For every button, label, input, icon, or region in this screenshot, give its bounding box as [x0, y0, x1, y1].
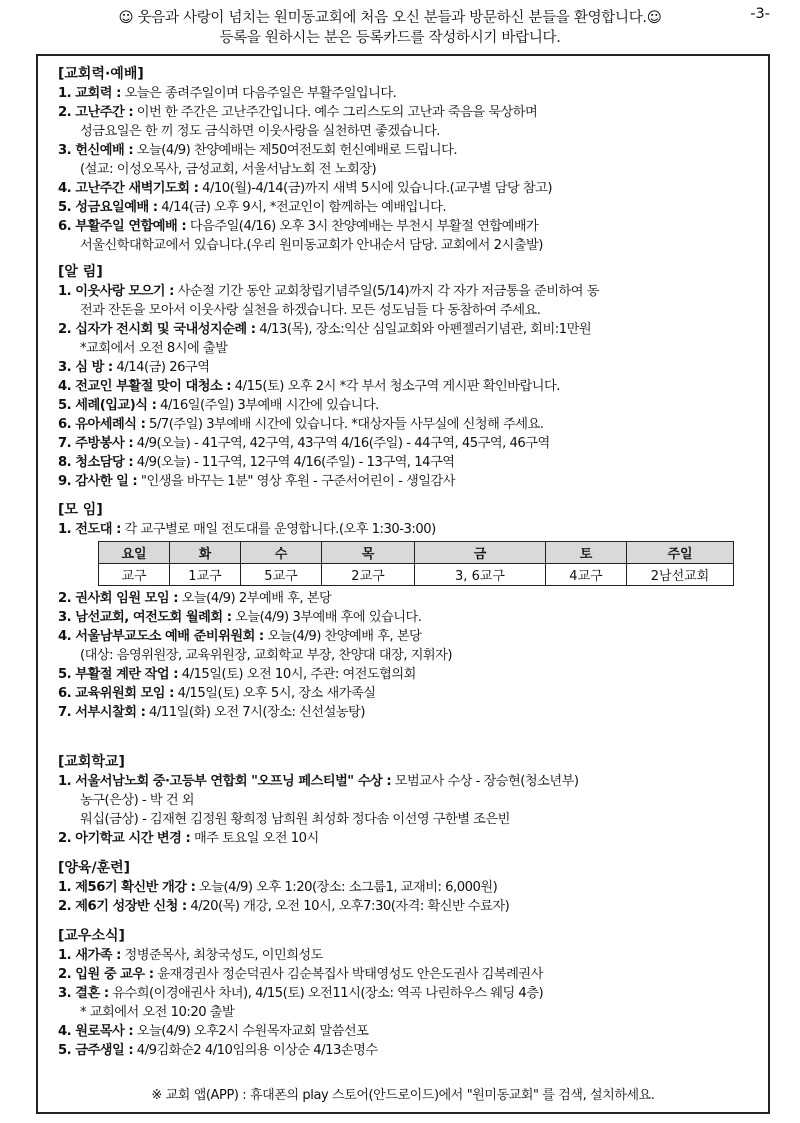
- list-item: [58, 160, 758, 179]
- item-label: 1. 서울서남노회 중·고등부 연합회 "오프닝 페스티벌" 수상 :: [58, 774, 392, 789]
- section-title: [교회력·예배]: [58, 66, 144, 82]
- table-cell: 3, 6교구: [415, 564, 546, 586]
- item-text: 서울신학대학교에서 있습니다.(우리 원미동교회가 안내순서 담당. 교회에서 2시출발): [80, 238, 543, 253]
- content-frame: [36, 54, 770, 1114]
- list-item: [58, 520, 758, 539]
- item-text: 4/10(월)-4/14(금)까지 새벽 5시에 있습니다.(교구별 담당 참고): [198, 181, 553, 196]
- item-label: 7. 주방봉사 :: [58, 436, 134, 451]
- table-cell: 목: [322, 542, 415, 564]
- item-text: 4/9김화순2 4/10임의용 이상순 4/13손명수: [133, 1043, 378, 1058]
- item-label: 4. 전교인 부활절 맞이 대청소 :: [58, 379, 232, 394]
- item-label: 2. 권사회 임원 모임 :: [58, 591, 178, 606]
- item-list: [58, 84, 758, 255]
- table-cell: 4교구: [546, 564, 627, 586]
- list-item: [58, 453, 758, 472]
- item-label: 6. 부활주일 연합예배 :: [58, 219, 187, 234]
- list-item: [58, 684, 758, 703]
- app-notice: ※ 교회 앱(APP) : 휴대폰의 play 스토어(안드로이드)에서 "원미동교회" 를 검색, 설치하세요.: [151, 1088, 655, 1103]
- table-cell: 교구: [99, 564, 170, 586]
- section-title: [교회학교]: [58, 754, 125, 770]
- list-item: [58, 339, 758, 358]
- item-text: 오늘(4/9) 3부예배 후에 있습니다.: [231, 610, 422, 625]
- item-list: [58, 772, 758, 848]
- list-item: [58, 791, 758, 810]
- list-item: [58, 377, 758, 396]
- item-text: 4/15일(토) 오전 10시, 주관: 여전도협의회: [178, 667, 416, 682]
- item-label: 4. 원로목사 :: [58, 1024, 134, 1039]
- list-item: [58, 984, 758, 1003]
- item-label: 2. 십자가 전시회 및 국내성지순례 :: [58, 322, 256, 337]
- list-item: [58, 1003, 758, 1022]
- item-text: 유수희(이경애권사 차녀), 4/15(토) 오전11시(장소: 역곡 나린하우스 웨딩 4층): [108, 986, 544, 1001]
- item-text: 매주 토요일 오전 10시: [190, 831, 319, 846]
- item-label: 1. 교회력 :: [58, 86, 121, 101]
- item-text: 4/20(목) 개강, 오전 10시, 오후7:30(자격: 확신반 수료자): [186, 899, 510, 914]
- list-item: [58, 897, 758, 916]
- item-label: 5. 부활절 계란 작업 :: [58, 667, 178, 682]
- section-notices: [58, 262, 758, 491]
- item-text: 모범교사 수상 - 장승현(청소년부): [391, 774, 579, 789]
- item-label: 2. 입원 중 교우 :: [58, 967, 154, 982]
- item-label: 3. 결혼 :: [58, 986, 109, 1001]
- page-header: [30, 6, 770, 50]
- list-item: [58, 829, 758, 848]
- item-text: 정병준목사, 최창국성도, 이민희성도: [120, 948, 323, 963]
- item-text: 4/15(토) 오후 2시 *각 부서 청소구역 게시판 확인바랍니다.: [231, 379, 560, 394]
- item-label: 1. 제56기 확신반 개강 :: [58, 880, 196, 895]
- table-cell: 수: [241, 542, 322, 564]
- list-item: [58, 646, 758, 665]
- item-label: 1. 전도대 :: [58, 522, 121, 537]
- item-text: 4/11일(화) 오전 7시(장소: 신선설농탕): [145, 705, 366, 720]
- section-calendar: [58, 64, 758, 255]
- list-item: [58, 141, 758, 160]
- table-cell: 5교구: [241, 564, 322, 586]
- list-item: [58, 122, 758, 141]
- list-item: [58, 236, 758, 255]
- list-item: [58, 282, 758, 301]
- page-number: -3-: [750, 6, 770, 22]
- list-item: [58, 396, 758, 415]
- item-text: 성금요일은 한 끼 정도 금식하면 이웃사랑을 실천하면 좋겠습니다.: [80, 124, 440, 139]
- list-item: [58, 434, 758, 453]
- list-item: [58, 320, 758, 339]
- item-text: 4/13(목), 장소:익산 심일교회와 아펜젤러기념관, 회비:1만원: [255, 322, 592, 337]
- evangelism-schedule-table: [98, 541, 734, 586]
- item-label: 1. 새가족 :: [58, 948, 121, 963]
- item-text: 오늘(4/9) 오후 1:20(장소: 소그룹1, 교재비: 6,000원): [195, 880, 498, 895]
- item-text: 오늘(4/9) 오후2시 수원목자교회 말씀선포: [133, 1024, 369, 1039]
- item-text: 사순절 기간 동안 교회창립기념주일(5/14)까지 각 자가 저금통을 준비하여 동: [173, 284, 599, 299]
- list-item: [58, 217, 758, 236]
- table-cell: 토: [546, 542, 627, 564]
- table-cell: 2남선교회: [627, 564, 734, 586]
- item-list: [58, 878, 758, 916]
- list-item: [58, 179, 758, 198]
- list-item: [58, 665, 758, 684]
- registration-line: 등록을 원하시는 분은 등록카드를 작성하시기 바랍니다.: [219, 30, 561, 46]
- item-label: 3. 심 방 :: [58, 360, 113, 375]
- item-label: 1. 이웃사랑 모으기 :: [58, 284, 174, 299]
- section-title: [교우소식]: [58, 928, 125, 944]
- list-item: [58, 608, 758, 627]
- table-cell: 화: [170, 542, 241, 564]
- item-label: 6. 유아세례식 :: [58, 417, 146, 432]
- item-text: 이번 한 주간은 고난주간입니다. 예수 그리스도의 고난과 죽음을 묵상하며: [133, 105, 538, 120]
- list-item: [58, 301, 758, 320]
- item-text: 4/16일(주일) 3부예배 시간에 있습니다.: [156, 398, 379, 413]
- table-cell: 금: [415, 542, 546, 564]
- table-cell: 1교구: [170, 564, 241, 586]
- section-member-news: [58, 926, 758, 1060]
- item-text: 오늘은 종려주일이며 다음주일은 부활주일입니다.: [120, 86, 397, 101]
- list-item: [58, 415, 758, 434]
- table-row: [99, 564, 734, 586]
- item-label: 5. 세례(입교)식 :: [58, 398, 157, 413]
- item-text: 워십(금상) - 김재현 김정원 황희정 남희원 최성화 정다솜 이선영 구한별 조은빈: [80, 812, 510, 827]
- table-cell: 2교구: [322, 564, 415, 586]
- list-item: [58, 589, 758, 608]
- item-text: 농구(은상) - 박 건 외: [80, 793, 194, 808]
- item-text: 4/9(오늘) - 41구역, 42구역, 43구역 4/16(주일) - 44구역, 45구역, 46구역: [133, 436, 550, 451]
- item-label: 5. 성금요일예배 :: [58, 200, 158, 215]
- list-item: [58, 946, 758, 965]
- section-church-school: [58, 752, 758, 848]
- item-text: *교회에서 오전 8시에 출발: [80, 341, 228, 356]
- list-item: [58, 103, 758, 122]
- item-text: 4/14(금) 26구역: [112, 360, 210, 375]
- list-item: [58, 965, 758, 984]
- item-text: 오늘(4/9) 찬양예배 후, 본당: [263, 629, 422, 644]
- list-item: [58, 810, 758, 829]
- item-label: 3. 헌신예배 :: [58, 143, 134, 158]
- item-text: 오늘(4/9) 찬양예배는 제50여전도회 헌신예배로 드립니다.: [133, 143, 458, 158]
- list-item: [58, 84, 758, 103]
- section-training: [58, 858, 758, 916]
- item-text: (대상: 음영위원장, 교육위원장, 교회학교 부장, 찬양대 대장, 지휘자): [80, 648, 453, 663]
- section-meetings: [58, 500, 758, 722]
- list-item: [58, 198, 758, 217]
- list-item: [58, 1022, 758, 1041]
- list-item: [58, 472, 758, 491]
- item-label: 2. 고난주간 :: [58, 105, 134, 120]
- list-item: [58, 1041, 758, 1060]
- item-label: 6. 교육위원회 모임 :: [58, 686, 174, 701]
- item-label: 5. 금주생일 :: [58, 1043, 134, 1058]
- list-item: [58, 878, 758, 897]
- item-label: 7. 서부시찰회 :: [58, 705, 146, 720]
- list-item: [58, 627, 758, 646]
- item-list: [58, 589, 758, 722]
- item-text: 다음주일(4/16) 오후 3시 찬양예배는 부천시 부활절 연합예배가: [186, 219, 539, 234]
- item-label: 3. 남선교회, 여전도회 월례회 :: [58, 610, 232, 625]
- welcome-line: ☺ 웃음과 사랑이 넘치는 원미동교회에 처음 오신 분들과 방문하신 분들을 환영합니다.☺: [118, 10, 662, 26]
- item-text: 4/14(금) 오후 9시, *전교인이 함께하는 예배입니다.: [157, 200, 447, 215]
- item-label: 2. 아기학교 시간 변경 :: [58, 831, 191, 846]
- item-text: 각 교구별로 매일 전도대를 운영합니다.(오후 1:30-3:00): [120, 522, 436, 537]
- list-item: [58, 703, 758, 722]
- item-text: 4/9(오늘) - 11구역, 12구역 4/16(주일) - 13구역, 14구역: [133, 455, 455, 470]
- item-text: 4/15일(토) 오후 5시, 장소 새가족실: [173, 686, 376, 701]
- list-item: [58, 358, 758, 377]
- item-text: 오늘(4/9) 2부예배 후, 본당: [178, 591, 332, 606]
- item-text: (설교: 이성오목사, 금성교회, 서울서남노회 전 노회장): [80, 162, 377, 177]
- item-label: 4. 고난주간 새벽기도회 :: [58, 181, 199, 196]
- table-row: [99, 542, 734, 564]
- section-title: [양육/훈련]: [58, 860, 131, 876]
- item-list: [58, 946, 758, 1060]
- item-text: 전과 잔돈을 모아서 이웃사랑 실천을 하겠습니다. 모든 성도님들 다 동참하여 주세요.: [80, 303, 541, 318]
- item-label: 2. 제6기 성장반 신청 :: [58, 899, 187, 914]
- item-label: 9. 감사한 일 :: [58, 474, 138, 489]
- item-list: [58, 282, 758, 491]
- item-text: * 교회에서 오전 10:20 출발: [80, 1005, 235, 1020]
- item-label: 8. 청소담당 :: [58, 455, 134, 470]
- item-label: 4. 서울남부교도소 예배 준비위원회 :: [58, 629, 264, 644]
- section-title: [알 림]: [58, 264, 103, 280]
- item-text: "인생을 바꾸는 1분" 영상 후원 - 구준서어린이 - 생일감사: [137, 474, 455, 489]
- item-text: 윤재경권사 정순덕권사 김순복집사 박태영성도 안은도권사 김복례권사: [153, 967, 543, 982]
- item-text: 5/7(주일) 3부예배 시간에 있습니다. *대상자들 사무실에 신청해 주세요.: [145, 417, 544, 432]
- list-item: [58, 772, 758, 791]
- section-title: [모 임]: [58, 502, 103, 518]
- table-cell: 요일: [99, 542, 170, 564]
- table-cell: 주일: [627, 542, 734, 564]
